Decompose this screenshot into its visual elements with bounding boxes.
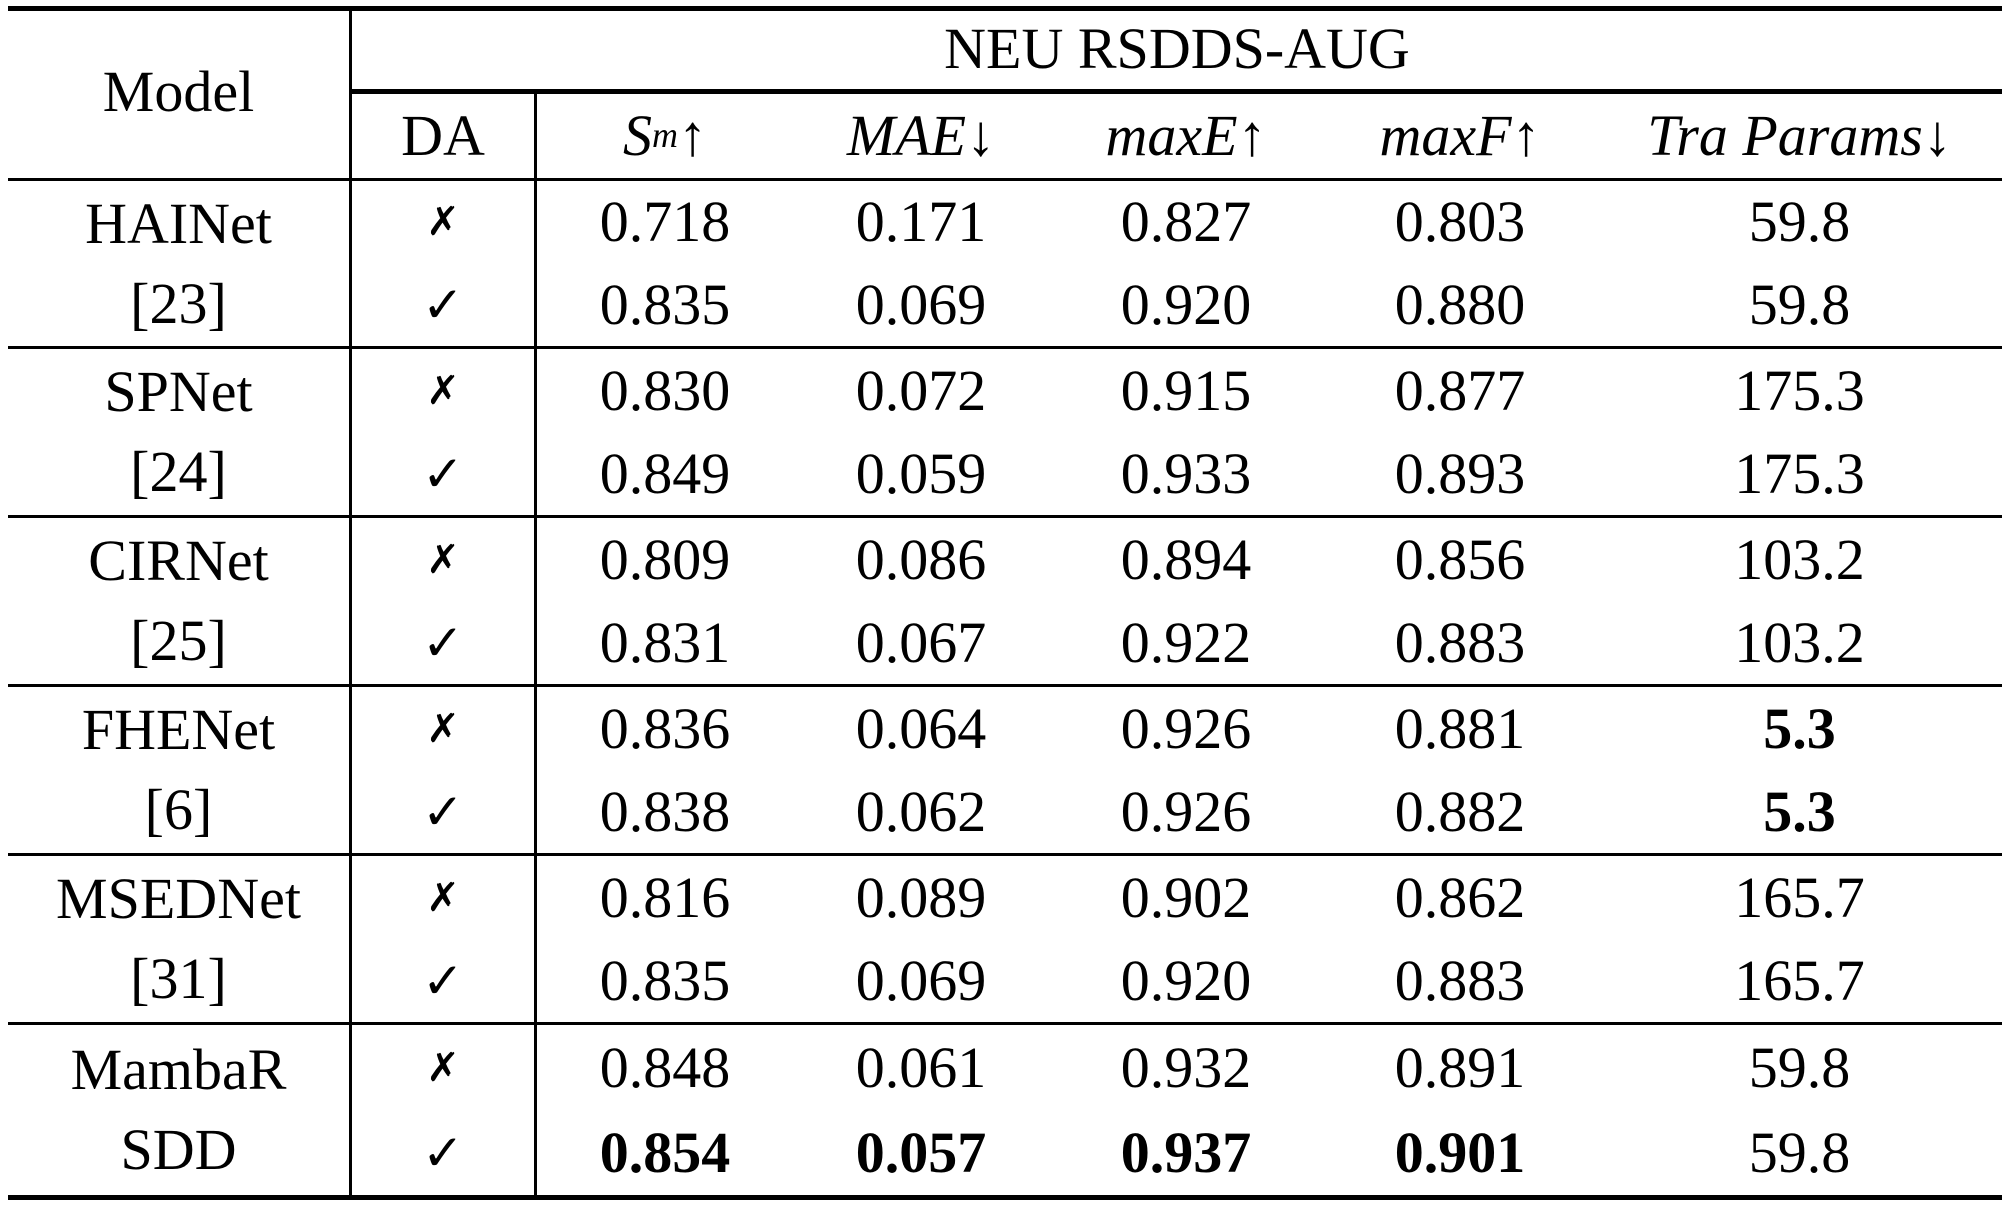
model-name [8, 856, 349, 1022]
maxe-value: 0.827 [1120, 189, 1252, 255]
sm-value: 0.830 [599, 357, 731, 423]
sm-value: 0.831 [599, 609, 731, 675]
model-name [8, 181, 349, 346]
da-cross-icon: ✗ [426, 874, 460, 921]
maxf-value: 0.901 [1394, 1119, 1526, 1185]
da-check-icon: ✓ [422, 1123, 464, 1182]
maxe-value: 0.926 [1120, 778, 1252, 844]
mae-value: 0.072 [855, 357, 987, 423]
da-check-icon: ✓ [422, 613, 464, 672]
maxe-value: 0.915 [1120, 357, 1252, 423]
model-name-line1: CIRNet [88, 528, 269, 593]
maxf-value: 0.883 [1394, 609, 1526, 675]
sm-header-sub: m [652, 115, 678, 156]
params-value: 5.3 [1763, 778, 1836, 844]
maxf-value: 0.882 [1394, 778, 1526, 844]
mae-value: 0.067 [855, 609, 987, 675]
model-name [8, 1025, 349, 1195]
model-name [8, 687, 349, 853]
sm-header-arrow: ↑ [677, 103, 707, 168]
model-name [8, 518, 349, 684]
maxe-value: 0.894 [1120, 526, 1252, 592]
mae-value: 0.064 [855, 695, 987, 761]
model-header: Model [102, 59, 255, 124]
model-name-line2: [6] [144, 777, 213, 842]
maxf-value: 0.862 [1394, 864, 1526, 930]
params-value: 59.8 [1748, 1034, 1851, 1100]
maxe-value: 0.926 [1120, 695, 1252, 761]
maxf-header: maxF↑ [1379, 103, 1541, 168]
params-value: 5.3 [1763, 695, 1836, 761]
params-value: 59.8 [1748, 189, 1851, 255]
da-cross-icon: ✗ [426, 705, 460, 752]
mae-value: 0.069 [855, 947, 987, 1013]
sm-value: 0.835 [599, 271, 731, 337]
maxf-value: 0.803 [1394, 189, 1526, 255]
maxf-value: 0.893 [1394, 440, 1526, 506]
da-cross-icon: ✗ [426, 199, 460, 246]
mae-value: 0.171 [855, 189, 987, 255]
da-cross-icon: ✗ [426, 536, 460, 583]
params-header: Tra Params↓ [1647, 103, 1952, 168]
da-check-icon: ✓ [422, 275, 464, 334]
results-table [8, 6, 2002, 1200]
params-value: 103.2 [1734, 609, 1865, 675]
params-value: 175.3 [1734, 357, 1865, 423]
sm-value: 0.718 [599, 189, 731, 255]
params-value: 165.7 [1734, 947, 1865, 1013]
maxf-value: 0.880 [1394, 271, 1526, 337]
maxe-value: 0.933 [1120, 440, 1252, 506]
maxf-value: 0.877 [1394, 357, 1526, 423]
model-name-line1: MambaR [70, 1037, 287, 1102]
params-value: 175.3 [1734, 440, 1865, 506]
maxf-value: 0.856 [1394, 526, 1526, 592]
mae-value: 0.057 [855, 1119, 987, 1185]
sm-value: 0.809 [599, 526, 731, 592]
sm-header-base: S [623, 103, 653, 168]
maxe-header: maxE↑ [1105, 103, 1267, 168]
mae-header: MAE↓ [846, 103, 996, 168]
model-name-line1: SPNet [104, 359, 253, 424]
bottom-rule [8, 1195, 2002, 1200]
model-name-line2: SDD [120, 1117, 237, 1182]
sm-value: 0.849 [599, 440, 731, 506]
mae-value: 0.062 [855, 778, 987, 844]
dataset-header: NEU RSDDS-AUG [944, 16, 1410, 81]
maxf-value: 0.883 [1394, 947, 1526, 1013]
model-name-line2: [25] [130, 608, 227, 673]
sm-value: 0.835 [599, 947, 731, 1013]
sm-value: 0.836 [599, 695, 731, 761]
params-value: 59.8 [1748, 271, 1851, 337]
maxe-value: 0.937 [1120, 1119, 1252, 1185]
da-check-icon: ✓ [422, 951, 464, 1010]
mae-value: 0.061 [855, 1034, 987, 1100]
maxe-value: 0.920 [1120, 271, 1252, 337]
model-name-line2: [31] [130, 946, 227, 1011]
params-value: 103.2 [1734, 526, 1865, 592]
maxe-value: 0.932 [1120, 1034, 1252, 1100]
da-cross-icon: ✗ [426, 367, 460, 414]
sm-value: 0.854 [599, 1119, 731, 1185]
sm-value: 0.848 [599, 1034, 731, 1100]
model-name-line2: [23] [130, 270, 227, 336]
maxe-value: 0.902 [1120, 864, 1252, 930]
maxf-value: 0.881 [1394, 695, 1526, 761]
params-value: 59.8 [1748, 1119, 1851, 1185]
da-check-icon: ✓ [422, 782, 464, 841]
model-name-line1: HAINet [85, 190, 272, 256]
mae-value: 0.059 [855, 440, 987, 506]
maxf-value: 0.891 [1394, 1034, 1526, 1100]
maxe-value: 0.922 [1120, 609, 1252, 675]
sm-header [537, 94, 793, 178]
sm-value: 0.816 [599, 864, 731, 930]
da-header: DA [401, 103, 485, 168]
maxe-value: 0.920 [1120, 947, 1252, 1013]
model-name-line1: MSEDNet [56, 866, 301, 931]
model-name-line1: FHENet [81, 697, 276, 762]
mae-value: 0.069 [855, 271, 987, 337]
params-value: 165.7 [1734, 864, 1865, 930]
da-check-icon: ✓ [422, 444, 464, 503]
sm-value: 0.838 [599, 778, 731, 844]
mae-value: 0.086 [855, 526, 987, 592]
model-name-line2: [24] [130, 439, 227, 504]
mae-value: 0.089 [855, 864, 987, 930]
model-name [8, 349, 349, 515]
da-cross-icon: ✗ [426, 1044, 460, 1091]
